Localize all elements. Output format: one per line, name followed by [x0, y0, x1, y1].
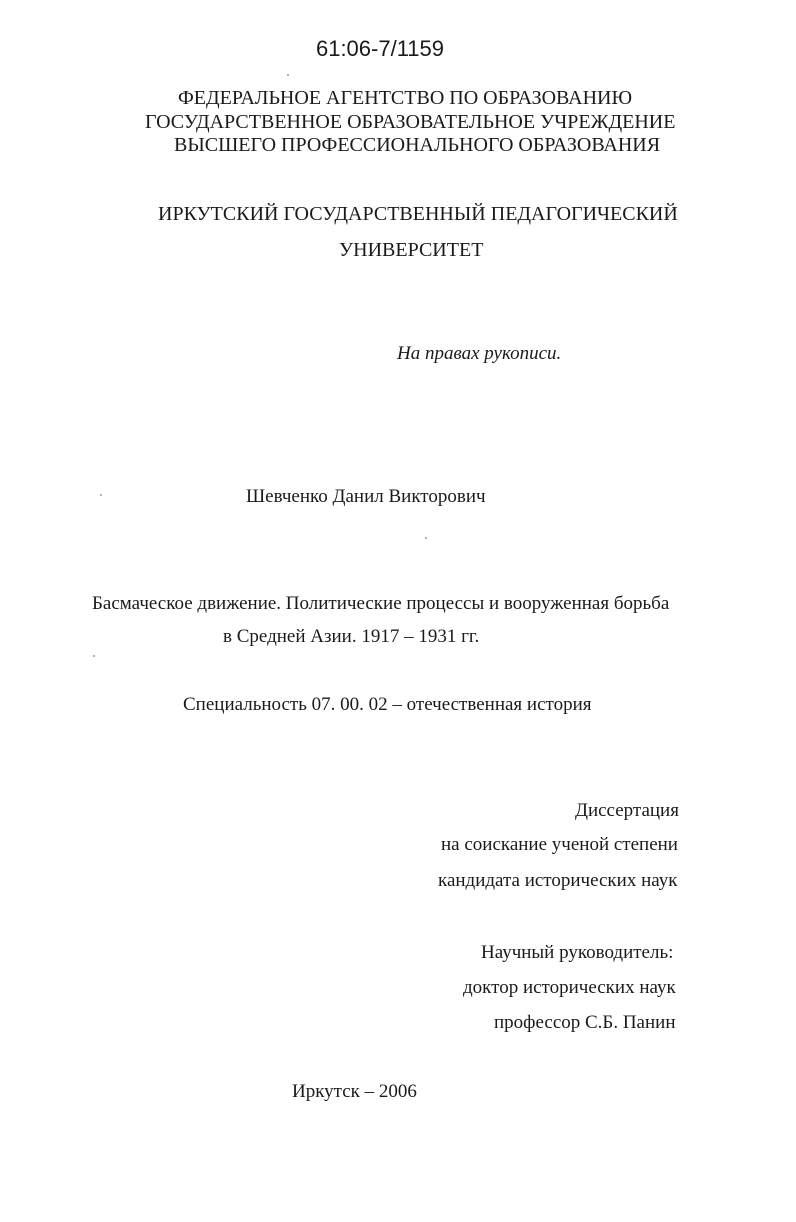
university-line-2: УНИВЕРСИТЕТ: [339, 239, 484, 261]
agency-line-1: ФЕДЕРАЛЬНОЕ АГЕНТСТВО ПО ОБРАЗОВАНИЮ: [178, 87, 633, 109]
degree-line-1: Диссертация: [575, 800, 679, 821]
supervisor-line-3: профессор С.Б. Панин: [494, 1012, 676, 1033]
catalog-code: 61:06-7/1159: [315, 36, 445, 61]
place-year: Иркутск – 2006: [292, 1081, 417, 1102]
scan-speck: [93, 655, 95, 657]
degree-line-3: кандидата исторических наук: [438, 870, 678, 891]
supervisor-line-1: Научный руководитель:: [481, 942, 674, 963]
author-name: Шевченко Данил Викторович: [246, 486, 486, 507]
supervisor-line-2: доктор исторических наук: [463, 977, 676, 998]
agency-line-2: ГОСУДАРСТВЕННОЕ ОБРАЗОВАТЕЛЬНОЕ УЧРЕЖДЕНИЕ: [145, 111, 676, 133]
scan-speck: [287, 74, 289, 76]
manuscript-note: На правах рукописи.: [397, 343, 562, 364]
university-line-1: ИРКУТСКИЙ ГОСУДАРСТВЕННЫЙ ПЕДАГОГИЧЕСКИЙ: [158, 203, 678, 225]
specialty: Специальность 07. 00. 02 – отечественная история: [183, 694, 592, 715]
agency-line-3: ВЫСШЕГО ПРОФЕССИОНАЛЬНОГО ОБРАЗОВАНИЯ: [174, 134, 661, 156]
dissertation-title-line-2: в Средней Азии. 1917 – 1931 гг.: [223, 626, 480, 647]
dissertation-title-line-1: Басмаческое движение. Политические процессы и вооруженная борьба: [92, 593, 670, 614]
degree-line-2: на соискание ученой степени: [441, 834, 678, 855]
scan-speck: [100, 494, 102, 496]
scan-speck: [425, 537, 427, 539]
